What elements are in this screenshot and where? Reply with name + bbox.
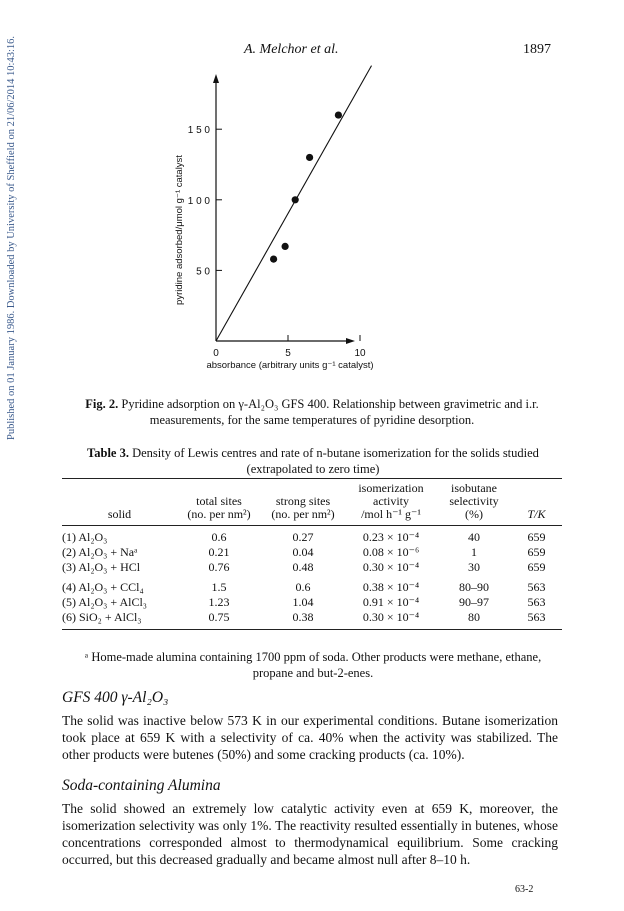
- y-tick-label: 1 0 0: [187, 195, 210, 207]
- data-point: [335, 111, 342, 118]
- x-tick-label: 5: [285, 348, 291, 359]
- y-tick-label: 1 5 0: [187, 125, 210, 137]
- y-tick-label: 5 0: [196, 266, 210, 278]
- table-row: (3) Al₂O₃ + HCl 0.76 0.48 0.30 × 10⁻⁴ 30 659: [62, 560, 546, 574]
- x-tick-label: 10: [354, 348, 366, 359]
- data-table: [62, 478, 562, 630]
- table-label: Table 3.: [87, 446, 129, 460]
- figure-2-chart: [150, 60, 440, 380]
- figure-caption: [62, 396, 562, 428]
- section-body-gfs400: The solid was inactive below 573 K in our experimental conditions. Butane isomerization took place at 659 K with a selectivity of ca. 40% when the activity was stabilized. The other products were butenes (50%) and some cracking products (ca. 10%).: [62, 713, 558, 762]
- table-row: (4) Al₂O₃ + CCl₄ 1.5 0.6 0.38 × 10⁻⁴ 80–90 563: [62, 580, 546, 594]
- y-axis-label: pyridine adsorbed/μmol g⁻¹ catalyst: [174, 155, 185, 305]
- table-row: (2) Al₂O₃ + Naᵃ 0.21 0.04 0.08 × 10⁻⁶ 1 659: [62, 545, 546, 559]
- x-tick-label: 0: [213, 348, 219, 359]
- data-point: [292, 196, 299, 203]
- col-header-activity: isomerization activity /mol h⁻¹ g⁻¹: [345, 479, 437, 526]
- table-row: (6) SiO₂ + AlCl₃ 0.75 0.38 0.30 × 10⁻⁴ 80 563: [62, 610, 562, 630]
- figure-caption-text: Pyridine adsorption on γ-Al₂O₃ GFS 400. Relationship between gravimetric and i.r. measurements, for the same temperatures of pyridine desorption.: [121, 397, 539, 427]
- x-axis-label: absorbance (arbitrary units g⁻¹ catalyst): [206, 360, 374, 371]
- page-number: 1897: [523, 42, 551, 57]
- page-footer-code: 63-2: [515, 884, 534, 895]
- col-header-solid: solid: [62, 479, 177, 526]
- table-row: (5) Al₂O₃ + AlCl₃ 1.23 1.04 0.91 × 10⁻⁴ 90–97 563: [62, 595, 546, 609]
- table-caption-text: Density of Lewis centres and rate of n-butane isomerization for the solids studied (extrapolated to zero time): [132, 446, 539, 476]
- section-heading-soda-alumina: Soda-containing Alumina: [62, 777, 221, 794]
- download-watermark-text: Published on 01 January 1986. Downloaded by University of Sheffield on 21/06/2014 10:43:16.: [6, 35, 17, 440]
- table-row: (1) Al₂O₃ 0.6 0.27 0.23 × 10⁻⁴ 40 659: [62, 530, 546, 544]
- table-footnote: ᵃ Home-made alumina containing 1700 ppm of soda. Other products were methane, ethane, propane and but-2-enes.: [84, 650, 542, 680]
- data-point: [306, 154, 313, 161]
- data-point: [270, 256, 277, 263]
- col-header-strong-sites: strong sites (no. per nm²): [261, 479, 345, 526]
- data-point: [282, 243, 289, 250]
- running-head: A. Melchor et al.: [244, 42, 339, 57]
- table-caption: [66, 445, 560, 477]
- section-body-soda-alumina: The solid showed an extremely low catalytic activity even at 659 K, moreover, the isomerization selectivity was only 1%. The reactivity resulted essentially in butenes, whose concentrations corresponded almost to thermodynamical equilibrium. Some cracking occurred, but this decreased gradually and became almost null after 8–10 h.: [62, 801, 558, 867]
- col-header-temperature: T/K: [511, 479, 562, 526]
- x-axis-arrow: [346, 338, 355, 344]
- figure-label: Fig. 2.: [85, 397, 119, 411]
- col-header-total-sites: total sites (no. per nm²): [177, 479, 261, 526]
- y-axis-arrow: [213, 74, 219, 83]
- fit-line: [216, 66, 372, 341]
- col-header-selectivity: isobutane selectivity (%): [437, 479, 511, 526]
- section-heading-gfs400: GFS 400 γ-Al₂O₃: [62, 689, 169, 706]
